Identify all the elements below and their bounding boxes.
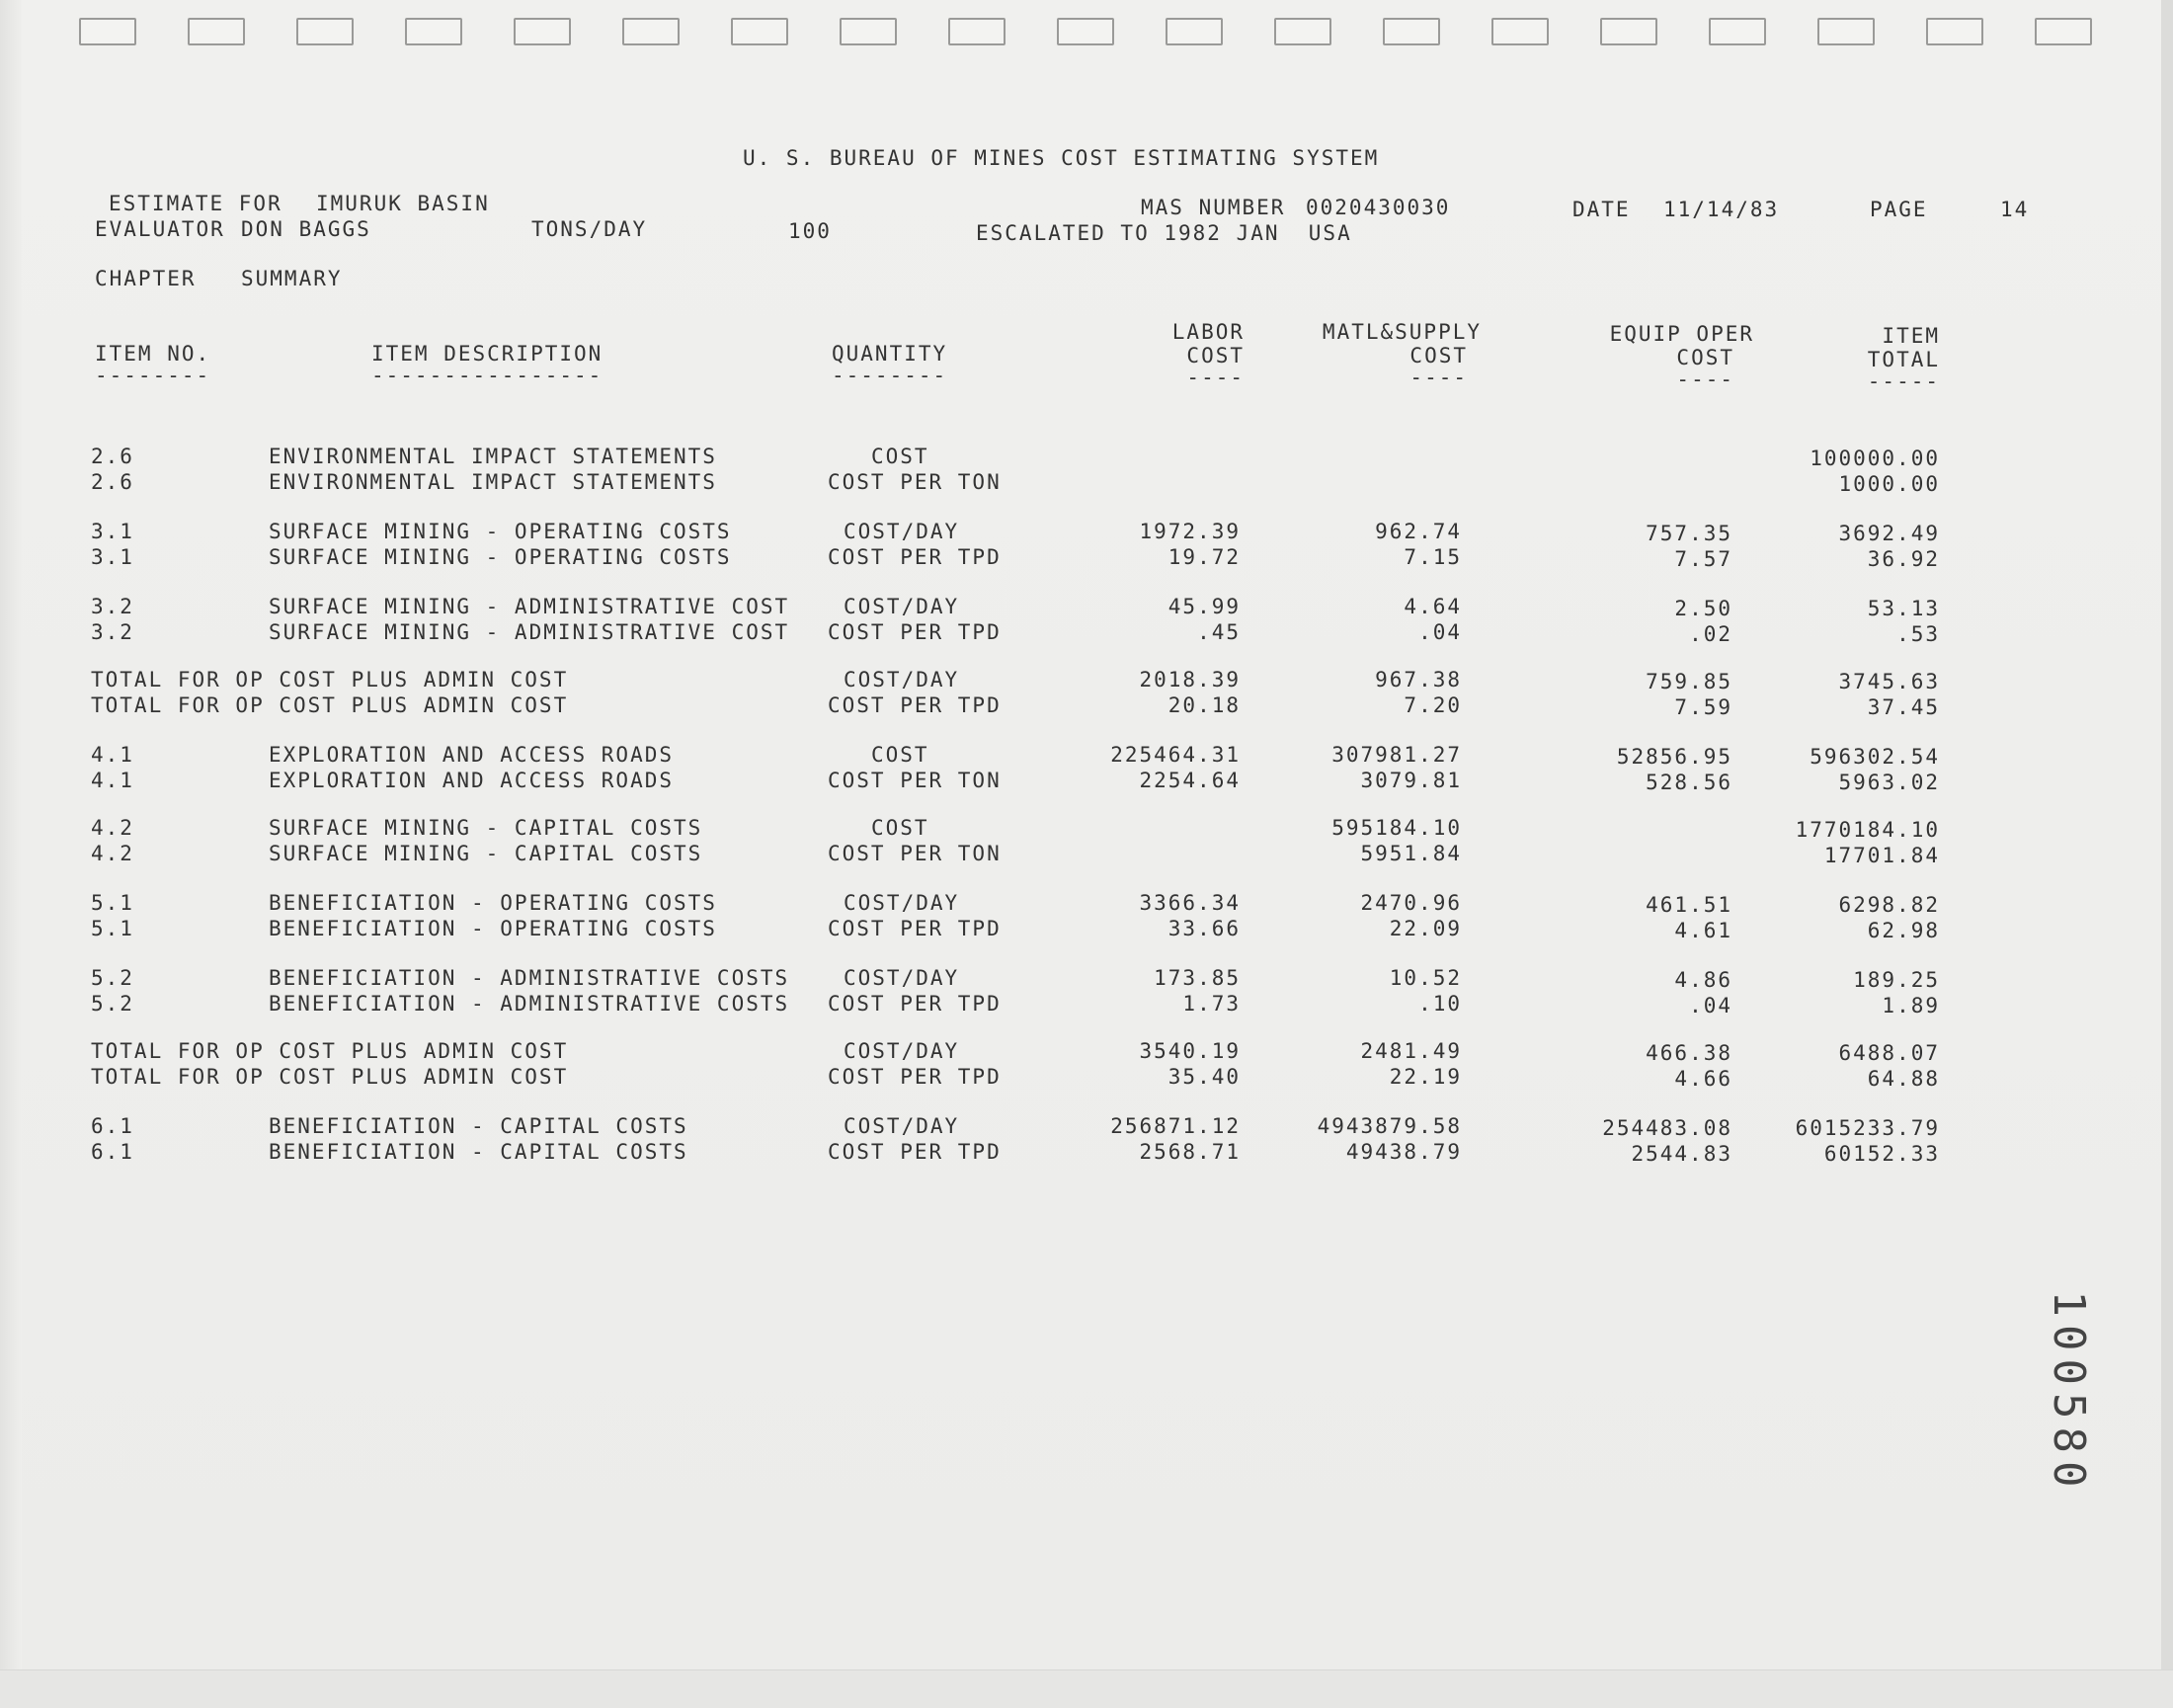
cell-matl: 595184.10 [1331, 816, 1462, 840]
cell-matl: 7.15 [1404, 545, 1462, 569]
cell-desc: BENEFICIATION - CAPITAL COSTS [269, 1114, 688, 1138]
estimate-for-label: ESTIMATE FOR [109, 192, 282, 215]
cell-desc: ENVIRONMENTAL IMPACT STATEMENTS [269, 445, 717, 468]
cell-item: 4.2 [91, 816, 134, 840]
evaluator-label: EVALUATOR [95, 217, 225, 241]
cell-qty: COST PER TPD [828, 1140, 1002, 1164]
cell-item: 4.2 [91, 842, 134, 865]
cell-equip: 254483.08 [1602, 1116, 1732, 1140]
cell-labor: 1972.39 [1139, 520, 1241, 543]
cell-item: 3.2 [91, 620, 134, 644]
cell-qty: COST PER TPD [828, 917, 1002, 940]
feed-hole [2035, 18, 2092, 45]
col-labor-bottom: COST [1186, 344, 1245, 367]
cell-equip: 4.61 [1674, 919, 1732, 942]
cell-item: 6.1 [91, 1140, 134, 1164]
cell-qty: COST PER TPD [828, 693, 1002, 717]
col-quantity: QUANTITY [832, 342, 948, 366]
cell-matl: .10 [1418, 992, 1462, 1016]
cell-equip: 4.66 [1674, 1067, 1732, 1091]
cell-qty: COST/DAY [844, 1039, 960, 1063]
cell-labor: 35.40 [1167, 1065, 1241, 1089]
cell-equip: 4.86 [1674, 968, 1732, 992]
cell-qty: COST PER TPD [828, 545, 1002, 569]
cell-matl: 2481.49 [1360, 1039, 1462, 1063]
cell-equip: 7.59 [1674, 695, 1732, 719]
cell-matl: .04 [1418, 620, 1462, 644]
page-number: 14 [2000, 198, 2030, 221]
col-equip-top: EQUIP OPER [1609, 322, 1754, 346]
cell-item: TOTAL FOR OP COST PLUS ADMIN COST [91, 668, 569, 691]
cell-item: TOTAL FOR OP COST PLUS ADMIN COST [91, 1065, 569, 1089]
col-labor-top: LABOR [1171, 320, 1245, 344]
cell-item: 5.1 [91, 917, 134, 940]
cell-total: 53.13 [1867, 597, 1940, 620]
col-total-rule: ----- [1867, 369, 1940, 393]
cell-equip: .04 [1689, 994, 1732, 1017]
col-matl-bottom: COST [1409, 344, 1468, 367]
cell-total: .53 [1896, 622, 1940, 646]
feed-hole [1383, 18, 1440, 45]
date-value: 11/14/83 [1663, 198, 1780, 221]
cell-qty: COST PER TPD [828, 992, 1002, 1016]
cell-total: 1770184.10 [1795, 818, 1940, 842]
cell-qty: COST/DAY [844, 595, 960, 618]
cell-total: 62.98 [1867, 919, 1940, 942]
cell-labor: 256871.12 [1110, 1114, 1241, 1138]
cell-labor: 19.72 [1167, 545, 1241, 569]
page-left-edge [0, 0, 22, 1707]
feed-hole [296, 18, 354, 45]
cell-qty: COST [871, 816, 929, 840]
cell-matl: 962.74 [1375, 520, 1462, 543]
cell-matl: 7.20 [1404, 693, 1462, 717]
feed-hole [1709, 18, 1766, 45]
cell-labor: 20.18 [1167, 693, 1241, 717]
cell-qty: COST [871, 445, 929, 468]
cell-desc: BENEFICIATION - OPERATING COSTS [269, 891, 717, 915]
cell-qty: COST/DAY [844, 668, 960, 691]
cell-matl: 22.19 [1389, 1065, 1462, 1089]
feed-hole [1166, 18, 1223, 45]
chapter-label: CHAPTER [95, 267, 197, 290]
cell-labor: .45 [1197, 620, 1241, 644]
cell-matl: 307981.27 [1331, 743, 1462, 767]
col-total-top: ITEM [1882, 324, 1940, 348]
feed-hole [1600, 18, 1657, 45]
cell-item: 6.1 [91, 1114, 134, 1138]
cell-desc: BENEFICIATION - ADMINISTRATIVE COSTS [269, 992, 790, 1016]
cell-labor: 1.73 [1182, 992, 1241, 1016]
cell-qty: COST PER TON [828, 470, 1002, 494]
cell-labor: 225464.31 [1110, 743, 1241, 767]
cell-qty: COST/DAY [844, 520, 960, 543]
cell-item: 5.2 [91, 966, 134, 990]
cell-total: 100000.00 [1810, 447, 1940, 470]
cell-total: 189.25 [1853, 968, 1940, 992]
cell-item: 3.1 [91, 545, 134, 569]
tractor-feed-holes [79, 18, 2114, 47]
cell-total: 64.88 [1867, 1067, 1940, 1091]
cell-total: 1000.00 [1838, 472, 1940, 496]
cell-qty: COST/DAY [844, 1114, 960, 1138]
col-quantity-rule: -------- [832, 364, 948, 387]
cell-total: 596302.54 [1810, 745, 1940, 769]
cell-desc: EXPLORATION AND ACCESS ROADS [269, 769, 675, 792]
tons-day-label: TONS/DAY [531, 217, 648, 241]
feed-hole [1057, 18, 1114, 45]
cell-matl: 22.09 [1389, 917, 1462, 940]
cell-desc: SURFACE MINING - CAPITAL COSTS [269, 842, 703, 865]
cell-labor: 3540.19 [1139, 1039, 1241, 1063]
cell-matl: 5951.84 [1360, 842, 1462, 865]
cell-desc: SURFACE MINING - OPERATING COSTS [269, 520, 732, 543]
cell-equip: 757.35 [1646, 522, 1732, 545]
cell-desc: EXPLORATION AND ACCESS ROADS [269, 743, 675, 767]
feed-hole [948, 18, 1006, 45]
cell-item: 2.6 [91, 445, 134, 468]
cell-labor: 173.85 [1154, 966, 1241, 990]
page-label: PAGE [1870, 198, 1928, 221]
cell-equip: 466.38 [1646, 1041, 1732, 1065]
feed-hole [1274, 18, 1331, 45]
cell-labor: 33.66 [1167, 917, 1241, 940]
page-bottom-strip [0, 1669, 2173, 1708]
col-description-rule: ---------------- [371, 364, 604, 387]
cell-labor: 2254.64 [1139, 769, 1241, 792]
feed-hole [514, 18, 571, 45]
cell-labor: 3366.34 [1139, 891, 1241, 915]
report-title: U. S. BUREAU OF MINES COST ESTIMATING SYSTEM [743, 146, 1380, 170]
cell-qty: COST/DAY [844, 891, 960, 915]
cell-item: TOTAL FOR OP COST PLUS ADMIN COST [91, 693, 569, 717]
cell-equip: 2544.83 [1631, 1142, 1732, 1166]
cell-item: TOTAL FOR OP COST PLUS ADMIN COST [91, 1039, 569, 1063]
col-labor-rule: ---- [1186, 366, 1245, 389]
cell-total: 17701.84 [1823, 844, 1940, 867]
cell-desc: ENVIRONMENTAL IMPACT STATEMENTS [269, 470, 717, 494]
cell-item: 4.1 [91, 769, 134, 792]
cell-matl: 10.52 [1389, 966, 1462, 990]
col-equip-rule: ---- [1676, 367, 1734, 391]
cell-desc: SURFACE MINING - ADMINISTRATIVE COST [269, 620, 790, 644]
feed-hole [188, 18, 245, 45]
col-equip-bottom: COST [1676, 346, 1734, 369]
estimate-for-value: IMURUK BASIN [316, 192, 490, 215]
feed-hole [1926, 18, 1983, 45]
cell-equip: .02 [1689, 622, 1732, 646]
cell-labor: 2568.71 [1139, 1140, 1241, 1164]
col-item-no: ITEM NO. [95, 342, 211, 366]
cell-total: 60152.33 [1823, 1142, 1940, 1166]
col-total-bottom: TOTAL [1867, 348, 1940, 371]
cell-desc: BENEFICIATION - ADMINISTRATIVE COSTS [269, 966, 790, 990]
feed-hole [622, 18, 680, 45]
cell-qty: COST/DAY [844, 966, 960, 990]
cell-total: 3745.63 [1838, 670, 1940, 693]
date-label: DATE [1572, 198, 1631, 221]
feed-hole [79, 18, 136, 45]
cell-desc: BENEFICIATION - OPERATING COSTS [269, 917, 717, 940]
evaluator-value: DON BAGGS [241, 217, 371, 241]
cell-total: 5963.02 [1838, 771, 1940, 794]
cell-equip: 461.51 [1646, 893, 1732, 917]
cell-qty: COST PER TPD [828, 620, 1002, 644]
cell-matl: 2470.96 [1360, 891, 1462, 915]
col-item-no-rule: -------- [95, 364, 211, 387]
col-matl-rule: ---- [1409, 366, 1468, 389]
cell-labor: 2018.39 [1139, 668, 1241, 691]
cell-matl: 3079.81 [1360, 769, 1462, 792]
cell-equip: 759.85 [1646, 670, 1732, 693]
cell-matl: 967.38 [1375, 668, 1462, 691]
cell-equip: 7.57 [1674, 547, 1732, 571]
feed-hole [405, 18, 462, 45]
cell-qty: COST PER TON [828, 842, 1002, 865]
page-right-edge [2161, 0, 2173, 1707]
cell-total: 36.92 [1867, 547, 1940, 571]
cell-equip: 528.56 [1646, 771, 1732, 794]
cell-total: 3692.49 [1838, 522, 1940, 545]
tons-day-value: 100 [788, 219, 832, 243]
cell-equip: 52856.95 [1616, 745, 1732, 769]
escalation-note: ESCALATED TO 1982 JAN USA [976, 221, 1352, 245]
mas-number-value: 0020430030 [1306, 196, 1451, 219]
cell-matl: 4943879.58 [1317, 1114, 1462, 1138]
cell-qty: COST [871, 743, 929, 767]
cell-desc: SURFACE MINING - OPERATING COSTS [269, 545, 732, 569]
cell-desc: BENEFICIATION - CAPITAL COSTS [269, 1140, 688, 1164]
feed-hole [731, 18, 788, 45]
cell-total: 37.45 [1867, 695, 1940, 719]
cell-total: 6015233.79 [1795, 1116, 1940, 1140]
mas-number-label: MAS NUMBER [1141, 196, 1286, 219]
cell-item: 5.1 [91, 891, 134, 915]
feed-hole [1491, 18, 1549, 45]
document-stamp-number: 100580 [2044, 1290, 2095, 1496]
feed-hole [1817, 18, 1875, 45]
cell-qty: COST PER TON [828, 769, 1002, 792]
cell-item: 4.1 [91, 743, 134, 767]
col-matl-top: MATL&SUPPLY [1322, 320, 1482, 344]
chapter-value: SUMMARY [241, 267, 343, 290]
cell-equip: 2.50 [1674, 597, 1732, 620]
feed-hole [840, 18, 897, 45]
cell-item: 5.2 [91, 992, 134, 1016]
cell-item: 2.6 [91, 470, 134, 494]
cell-item: 3.1 [91, 520, 134, 543]
cell-desc: SURFACE MINING - ADMINISTRATIVE COST [269, 595, 790, 618]
cell-item: 3.2 [91, 595, 134, 618]
cell-desc: SURFACE MINING - CAPITAL COSTS [269, 816, 703, 840]
cell-total: 6298.82 [1838, 893, 1940, 917]
cell-total: 1.89 [1882, 994, 1940, 1017]
cell-matl: 49438.79 [1345, 1140, 1462, 1164]
cell-matl: 4.64 [1404, 595, 1462, 618]
cell-qty: COST PER TPD [828, 1065, 1002, 1089]
cell-total: 6488.07 [1838, 1041, 1940, 1065]
cell-labor: 45.99 [1167, 595, 1241, 618]
col-description: ITEM DESCRIPTION [371, 342, 604, 366]
